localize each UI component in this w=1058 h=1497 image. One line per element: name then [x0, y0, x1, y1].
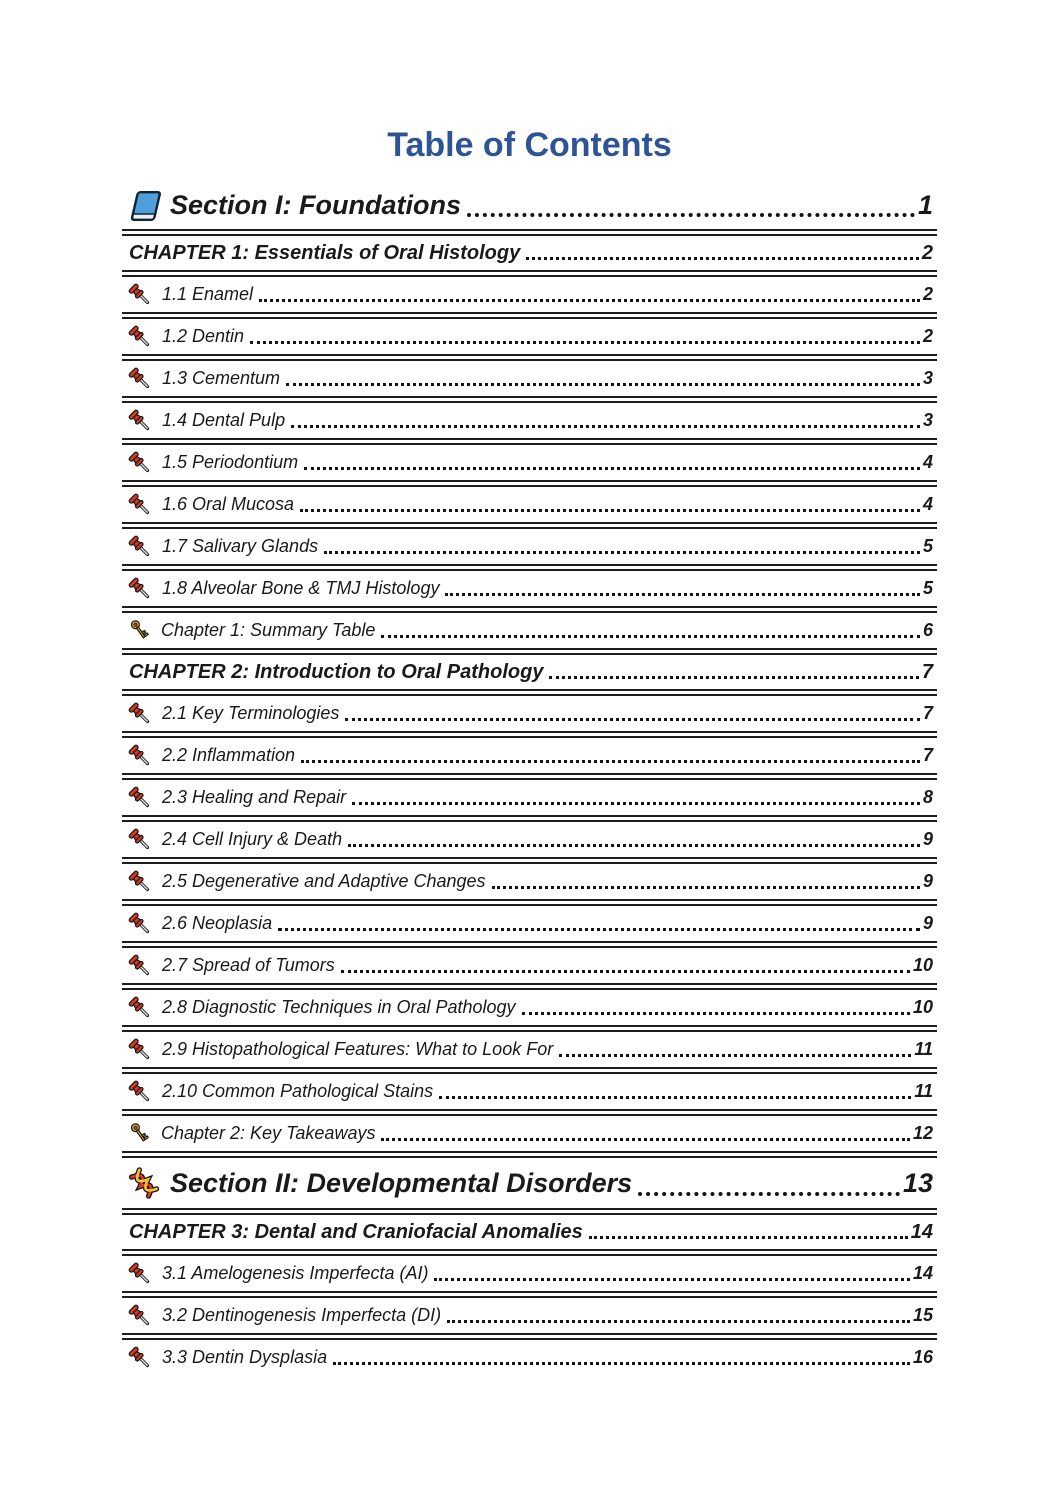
toc-entry-sub[interactable] — [122, 696, 937, 731]
toc-entry-sub[interactable] — [122, 529, 937, 564]
double-rule — [122, 648, 937, 655]
dot-leader — [589, 1236, 908, 1239]
toc-entry-sub[interactable] — [122, 864, 937, 899]
double-rule — [122, 229, 937, 236]
toc-entry-summary[interactable] — [122, 613, 937, 648]
pushpin-icon — [127, 1079, 153, 1105]
double-rule — [122, 983, 937, 990]
page-title: Table of Contents — [387, 126, 672, 164]
toc-entry-sub[interactable] — [122, 403, 937, 438]
dot-leader — [301, 760, 920, 763]
pushpin-icon — [127, 1261, 153, 1287]
dot-leader — [467, 213, 915, 217]
page-number: 14 — [912, 1263, 933, 1283]
dot-leader — [381, 1138, 910, 1141]
toc-entry-label: 2.7 Spread of Tumors — [162, 955, 335, 975]
toc-entry-label: 2.4 Cell Injury & Death — [162, 829, 343, 849]
key-icon — [127, 618, 152, 643]
double-rule — [122, 773, 937, 780]
dot-leader — [324, 551, 920, 554]
toc-entry-label: 1.2 Dentin — [162, 326, 245, 346]
dot-leader — [304, 467, 920, 470]
dot-leader — [348, 844, 920, 847]
dot-leader — [250, 341, 920, 344]
page-number: 3 — [922, 410, 933, 430]
table-of-contents — [122, 182, 937, 1375]
double-rule — [122, 270, 937, 277]
toc-entry-label: Chapter 2: Key Takeaways — [161, 1123, 376, 1143]
pushpin-icon — [127, 1037, 153, 1063]
toc-entry-sub[interactable] — [122, 487, 937, 522]
toc-entry-sub[interactable] — [122, 738, 937, 773]
toc-entry-label: Chapter 1: Summary Table — [161, 620, 376, 640]
toc-entry-label: 1.5 Periodontium — [162, 452, 299, 472]
toc-entry-chapter[interactable] — [122, 236, 937, 270]
page-number: 5 — [922, 536, 933, 556]
toc-entry-sub[interactable] — [122, 948, 937, 983]
toc-entry-sub[interactable] — [122, 1032, 937, 1067]
pushpin-icon — [127, 366, 153, 392]
pushpin-icon — [127, 953, 153, 979]
double-rule — [122, 1291, 937, 1298]
toc-entry-section[interactable] — [122, 1158, 937, 1208]
double-rule — [122, 1333, 937, 1340]
key-icon — [127, 1121, 152, 1146]
double-rule — [122, 480, 937, 487]
toc-entry-label: 1.8 Alveolar Bone & TMJ Histology — [162, 578, 440, 598]
toc-entry-label: 3.3 Dentin Dysplasia — [162, 1347, 328, 1367]
toc-entry-sub[interactable] — [122, 1074, 937, 1109]
double-rule — [122, 1208, 937, 1215]
page-number: 2 — [922, 326, 933, 346]
dot-leader — [439, 1096, 911, 1099]
double-rule — [122, 1109, 937, 1116]
toc-entry-label: 2.2 Inflammation — [162, 745, 296, 765]
pushpin-icon — [127, 785, 153, 811]
toc-entry-label: 2.8 Diagnostic Techniques in Oral Pathology — [162, 997, 516, 1017]
double-rule — [122, 564, 937, 571]
page-number: 1 — [917, 190, 933, 220]
toc-entry-label: 1.3 Cementum — [162, 368, 281, 388]
toc-entry-sub[interactable] — [122, 319, 937, 354]
book-icon — [127, 189, 161, 223]
page-number: 7 — [921, 660, 933, 683]
page-number: 7 — [922, 703, 933, 723]
page-number: 10 — [912, 997, 933, 1017]
toc-entry-sub[interactable] — [122, 990, 937, 1025]
page-number: 6 — [922, 620, 933, 640]
page-number: 10 — [912, 955, 933, 975]
pushpin-icon — [127, 911, 153, 937]
pushpin-icon — [127, 282, 153, 308]
toc-entry-section[interactable] — [122, 182, 937, 229]
page-number: 11 — [914, 1081, 933, 1101]
double-rule — [122, 941, 937, 948]
toc-entry-sub[interactable] — [122, 361, 937, 396]
toc-entry-sub[interactable] — [122, 1298, 937, 1333]
double-rule — [122, 1025, 937, 1032]
double-rule — [122, 689, 937, 696]
dot-leader — [333, 1362, 910, 1365]
page-number: 9 — [922, 913, 933, 933]
toc-entry-label: 1.1 Enamel — [162, 284, 254, 304]
toc-entry-label: 1.7 Salivary Glands — [162, 536, 319, 556]
dot-leader — [559, 1054, 911, 1057]
dot-leader — [300, 509, 920, 512]
toc-entry-label: CHAPTER 3: Dental and Craniofacial Anomalies — [129, 1220, 583, 1243]
toc-entry-label: CHAPTER 1: Essentials of Oral Histology — [129, 241, 521, 264]
page-number: 4 — [922, 494, 933, 514]
toc-entry-sub[interactable] — [122, 822, 937, 857]
dot-leader — [291, 425, 920, 428]
toc-entry-sub[interactable] — [122, 1340, 937, 1375]
toc-entry-label: 2.10 Common Pathological Stains — [162, 1081, 434, 1101]
page-number: 9 — [922, 829, 933, 849]
toc-entry-label: 2.9 Histopathological Features: What to Look For — [162, 1039, 554, 1059]
page-number: 8 — [922, 787, 933, 807]
double-rule — [122, 899, 937, 906]
pushpin-icon — [127, 534, 153, 560]
toc-entry-sub[interactable] — [122, 277, 937, 312]
dot-leader — [345, 718, 920, 721]
pushpin-icon — [127, 827, 153, 853]
dot-leader — [286, 383, 920, 386]
toc-entry-sub[interactable] — [122, 571, 937, 606]
page-number: 2 — [922, 284, 933, 304]
pushpin-icon — [127, 1303, 153, 1329]
double-rule — [122, 815, 937, 822]
dot-leader — [549, 676, 918, 679]
page-number: 15 — [912, 1305, 933, 1325]
dna-icon — [127, 1166, 161, 1200]
double-rule — [122, 522, 937, 529]
page-number: 11 — [914, 1039, 933, 1059]
double-rule — [122, 1151, 937, 1158]
toc-entry-sub[interactable] — [122, 445, 937, 480]
dot-leader — [259, 299, 920, 302]
dot-leader — [434, 1278, 910, 1281]
double-rule — [122, 731, 937, 738]
toc-entry-chapter[interactable] — [122, 655, 937, 689]
toc-entry-label: 3.1 Amelogenesis Imperfecta (AI) — [162, 1263, 429, 1283]
double-rule — [122, 857, 937, 864]
toc-entry-label: 3.2 Dentinogenesis Imperfecta (DI) — [162, 1305, 442, 1325]
pushpin-icon — [127, 1345, 153, 1371]
page-number: 2 — [921, 241, 933, 264]
page-number: 3 — [922, 368, 933, 388]
double-rule — [122, 396, 937, 403]
double-rule — [122, 606, 937, 613]
double-rule — [122, 438, 937, 445]
page-number: 4 — [922, 452, 933, 472]
toc-entry-label: 2.6 Neoplasia — [162, 913, 273, 933]
toc-entry-sub[interactable] — [122, 1256, 937, 1291]
toc-entry-label: 2.5 Degenerative and Adaptive Changes — [162, 871, 486, 891]
toc-entry-sub[interactable] — [122, 780, 937, 815]
pushpin-icon — [127, 576, 153, 602]
dot-leader — [278, 928, 920, 931]
double-rule — [122, 354, 937, 361]
toc-entry-label: 2.1 Key Terminologies — [162, 703, 340, 723]
dot-leader — [445, 593, 920, 596]
page-number: 13 — [902, 1167, 933, 1198]
toc-entry-label: 1.4 Dental Pulp — [162, 410, 286, 430]
toc-entry-label: Section I: Foundations — [170, 190, 461, 220]
pushpin-icon — [127, 324, 153, 350]
page-number: 16 — [912, 1347, 933, 1367]
dot-leader — [352, 802, 920, 805]
dot-leader — [638, 1192, 900, 1196]
pushpin-icon — [127, 743, 153, 769]
dot-leader — [447, 1320, 910, 1323]
dot-leader — [492, 886, 920, 889]
toc-entry-sub[interactable] — [122, 906, 937, 941]
pushpin-icon — [127, 408, 153, 434]
pushpin-icon — [127, 701, 153, 727]
page-number: 7 — [922, 745, 933, 765]
pushpin-icon — [127, 869, 153, 895]
toc-entry-label: 2.3 Healing and Repair — [162, 787, 347, 807]
page-number: 9 — [922, 871, 933, 891]
dot-leader — [526, 257, 919, 260]
pushpin-icon — [127, 995, 153, 1021]
double-rule — [122, 1067, 937, 1074]
page-number: 5 — [922, 578, 933, 598]
toc-entry-label: CHAPTER 2: Introduction to Oral Pathology — [129, 660, 544, 683]
page-number: 14 — [910, 1220, 933, 1243]
toc-entry-summary[interactable] — [122, 1116, 937, 1151]
pushpin-icon — [127, 492, 153, 518]
dot-leader — [381, 635, 920, 638]
toc-entry-label: Section II: Developmental Disorders — [170, 1167, 633, 1198]
double-rule — [122, 1249, 937, 1256]
double-rule — [122, 312, 937, 319]
toc-entry-chapter[interactable] — [122, 1215, 937, 1249]
page-number: 12 — [912, 1123, 933, 1143]
dot-leader — [341, 970, 910, 973]
dot-leader — [522, 1012, 910, 1015]
pushpin-icon — [127, 450, 153, 476]
toc-entry-label: 1.6 Oral Mucosa — [162, 494, 295, 514]
